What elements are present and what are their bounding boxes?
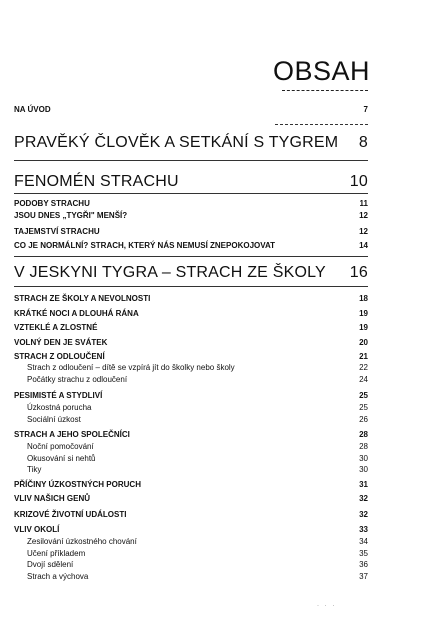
- toc-chapter-2[interactable]: [14, 173, 368, 191]
- toc-entry-page: 22: [359, 363, 368, 372]
- toc-chapter-3[interactable]: [14, 264, 368, 282]
- toc-entry[interactable]: [14, 199, 368, 208]
- toc-entry-label: VLIV OKOLÍ: [14, 525, 60, 534]
- toc-subentry[interactable]: [27, 442, 368, 451]
- toc-entry-page: 18: [359, 294, 368, 303]
- toc-entry-page: 21: [359, 352, 368, 361]
- divider: [14, 256, 368, 257]
- toc-entry-page: 28: [359, 430, 368, 439]
- toc-entry-label: Sociální úzkost: [27, 415, 81, 424]
- toc-entry[interactable]: [14, 294, 368, 303]
- toc-entry-page: 36: [359, 560, 368, 569]
- toc-entry-label: Strach a výchova: [27, 572, 89, 581]
- toc-entry-page: 7: [363, 105, 368, 114]
- toc-entry-label: KRIZOVÉ ŽIVOTNÍ UDÁLOSTI: [14, 510, 127, 519]
- toc-entry-page: 31: [359, 480, 368, 489]
- toc-entry[interactable]: [14, 480, 368, 489]
- toc-entry[interactable]: [14, 391, 368, 400]
- toc-subentry[interactable]: [27, 572, 368, 581]
- toc-entry-label: Dvojí sdělení: [27, 560, 74, 569]
- toc-entry-page: 37: [359, 572, 368, 581]
- toc-entry-page: 19: [359, 309, 368, 318]
- toc-entry-page: 34: [359, 537, 368, 546]
- divider: [275, 124, 368, 125]
- chapter-page: 8: [358, 134, 368, 151]
- toc-entry-label: PODOBY STRACHU: [14, 199, 90, 208]
- toc-entry-page: 32: [359, 510, 368, 519]
- toc-entry-label: STRACH A JEHO SPOLEČNÍCI: [14, 430, 130, 439]
- chapter-page: 16: [349, 264, 368, 281]
- divider: [14, 286, 368, 287]
- toc-entry-label: CO JE NORMÁLNÍ? STRACH, KTERÝ NÁS NEMUSÍ ZNEPOKOJOVAT: [14, 241, 276, 250]
- toc-entry-page: 14: [359, 241, 368, 250]
- toc-entry-label: STRACH ZE ŠKOLY A NEVOLNOSTI: [14, 294, 151, 303]
- toc-chapter-1[interactable]: [14, 134, 368, 152]
- toc-entry-label: Tiky: [27, 465, 42, 474]
- toc-subentry[interactable]: [27, 549, 368, 558]
- toc-entry-page: 30: [359, 454, 368, 463]
- toc-entry-page: 12: [359, 227, 368, 236]
- toc-entry-page: 28: [359, 442, 368, 451]
- toc-entry-label: Zesilování úzkostného chování: [27, 537, 137, 546]
- title-underline: [282, 90, 368, 91]
- page-footer-mark: · · ·: [317, 603, 337, 609]
- toc-subentry[interactable]: [27, 465, 368, 474]
- toc-entry[interactable]: [14, 510, 368, 519]
- toc-subentry[interactable]: [27, 560, 368, 569]
- toc-entry-page: 35: [359, 549, 368, 558]
- toc-subentry[interactable]: [27, 403, 368, 412]
- toc-entry-label: Noční pomočování: [27, 442, 94, 451]
- toc-entry[interactable]: [14, 430, 368, 439]
- chapter-title: PRAVĚKÝ ČLOVĚK A SETKÁNÍ S TYGREM: [14, 134, 339, 151]
- page-title: OBSAH: [272, 56, 370, 86]
- toc-entry-label: Okusování si nehtů: [27, 454, 96, 463]
- toc-subentry[interactable]: [27, 363, 368, 372]
- toc-entry-page: 25: [359, 403, 368, 412]
- toc-entry-page: 30: [359, 465, 368, 474]
- toc-entry[interactable]: [14, 211, 368, 220]
- toc-entry-label: KRÁTKÉ NOCI A DLOUHÁ RÁNA: [14, 309, 139, 318]
- toc-entry-page: 24: [359, 375, 368, 384]
- toc-entry-label: TAJEMSTVÍ STRACHU: [14, 227, 100, 236]
- toc-entry-page: 11: [359, 199, 368, 208]
- toc-entry-page: 26: [359, 415, 368, 424]
- toc-entry[interactable]: [14, 338, 368, 347]
- toc-subentry[interactable]: [27, 415, 368, 424]
- toc-entry[interactable]: [14, 227, 368, 236]
- toc-entry-label: Strach z odloučení – dítě se vzpírá jít do školky nebo školy: [27, 363, 235, 372]
- toc-entry[interactable]: [14, 525, 368, 534]
- toc-entry-page: 32: [359, 494, 368, 503]
- toc-entry[interactable]: [14, 352, 368, 361]
- toc-entry-label: PŘÍČINY ÚZKOSTNÝCH PORUCH: [14, 480, 141, 489]
- toc-entry-page: 25: [359, 391, 368, 400]
- divider: [14, 193, 368, 194]
- toc-entry-label: Učení příkladem: [27, 549, 86, 558]
- chapter-page: 10: [349, 173, 368, 190]
- chapter-title: FENOMÉN STRACHU: [14, 173, 179, 190]
- toc-entry-label: VOLNÝ DEN JE SVÁTEK: [14, 338, 108, 347]
- toc-entry-label: NA ÚVOD: [14, 105, 51, 114]
- toc-subentry[interactable]: [27, 375, 368, 384]
- toc-entry-label: VZTEKLÉ A ZLOSTNÉ: [14, 323, 98, 332]
- toc-entry-page: 33: [359, 525, 368, 534]
- toc-entry-label: Počátky strachu z odloučení: [27, 375, 128, 384]
- toc-entry-page: 19: [359, 323, 368, 332]
- chapter-title: V JESKYNI TYGRA – STRACH ZE ŠKOLY: [14, 264, 326, 281]
- toc-entry-page: 12: [359, 211, 368, 220]
- toc-entry[interactable]: [14, 241, 368, 250]
- divider: [14, 160, 368, 161]
- toc-entry-label: VLIV NAŠICH GENŮ: [14, 494, 91, 503]
- toc-entry-label: JSOU DNES „TYGŘI" MENŠÍ?: [14, 211, 128, 220]
- toc-entry-page: 20: [359, 338, 368, 347]
- toc-subentry[interactable]: [27, 537, 368, 546]
- toc-subentry[interactable]: [27, 454, 368, 463]
- toc-entry-label: PESIMISTÉ A STYDLIVÍ: [14, 391, 103, 400]
- toc-entry-label: Úzkostná porucha: [27, 403, 92, 412]
- toc-entry[interactable]: [14, 309, 368, 318]
- toc-entry-intro[interactable]: [14, 105, 368, 114]
- toc-entry[interactable]: [14, 323, 368, 332]
- toc-entry[interactable]: [14, 494, 368, 503]
- toc-entry-label: STRACH Z ODLOUČENÍ: [14, 352, 105, 361]
